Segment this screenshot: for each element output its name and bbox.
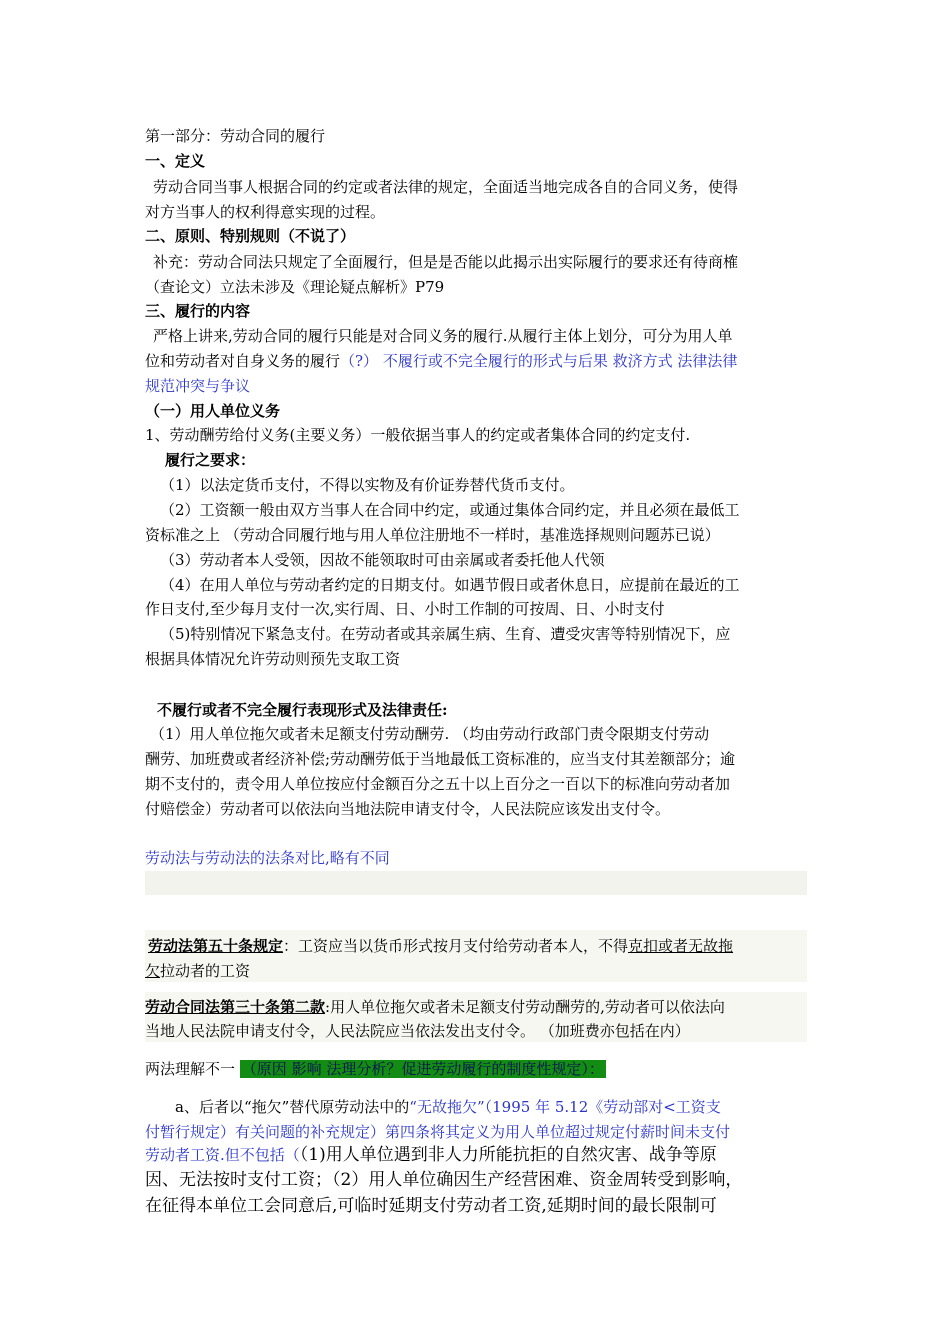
requirement-5-line-1: （5)特别情况下紧急支付。在劳动者或其亲属生病、生育、遭受灾害等特别情况下，应: [160, 625, 731, 643]
supplement-line-2: （查论文）立法未涉及《理论疑点解析》P79: [145, 278, 445, 296]
difference-label: 两法理解不一: [145, 1060, 236, 1078]
requirement-4-line-2: 作日支付,至少每月支付一次,实行周、日、小时工作制的可按周、日、小时支付: [145, 600, 665, 618]
law-50-text-2: 拉动者的工资: [160, 962, 251, 980]
point-a-quote: “无故拖欠”（1995 年 5.12《劳动部对<工资支: [409, 1098, 721, 1116]
point-a-line-4: 因、无法按时支付工资；（2）用人单位确因生产经营困难、资金周转受到影响，: [145, 1170, 743, 1190]
requirement-1: （1）以法定货币支付，不得以实物及有价证券替代货币支付。: [160, 476, 575, 494]
content-line-1: 严格上讲来,劳动合同的履行只能是对合同义务的履行.从履行主体上划分，可分为用人单: [153, 327, 733, 345]
definition-line-2: 对方当事人的权利得意实现的过程。: [145, 203, 386, 221]
point-a-line-3: [145, 1145, 717, 1165]
point-a-line-3-blue: 劳动者工资.但不包括（: [145, 1146, 300, 1164]
law-30-line-2: 当地人民法院申请支付令，人民法院应当依法发出支付令。 （加班费亦包括在内）: [145, 1022, 690, 1040]
item-1: 1、劳动酬劳给付义务(主要义务）一般依据当事人的约定或者集体合同的约定支付.: [145, 426, 691, 444]
requirement-2-line-1: （2）工资额一般由双方当事人在合同中约定，或通过集体合同约定，并且必须在最低工: [160, 501, 740, 519]
section-title: 第一部分：劳动合同的履行: [145, 127, 326, 145]
difference-line: [145, 1059, 606, 1079]
supplement-line-1: 补充：劳动合同法只规定了全面履行，但是是否能以此揭示出实际履行的要求还有待商榷: [153, 253, 739, 271]
law-50-line-1: [148, 936, 733, 956]
heading-definition: 一、定义: [145, 152, 206, 170]
point-a-line-5: 在征得本单位工会同意后,可临时延期支付劳动者工资,延期时间的最长限制可: [145, 1196, 717, 1216]
breach-title: 不履行或者不完全履行表现形式及法律责任:: [157, 701, 448, 719]
breach-1-line-3: 期不支付的，责令用人单位按应付金额百分之五十以上百分之一百以下的标准向劳动者加: [145, 775, 731, 793]
comparison-note: 劳动法与劳动法的法条对比,略有不同: [145, 849, 390, 867]
point-a-line-3-text: （1)用人单位遇到非人力所能抗拒的自然灾害、战争等原: [299, 1145, 717, 1165]
point-a-line-2: 付暂行规定）有关问题的补充规定）第四条将其定义为用人单位超过规定付薪时间未支付: [145, 1123, 731, 1141]
point-a-line-1: [175, 1097, 721, 1117]
law-30-line-1: [145, 997, 725, 1017]
content-line-2: [145, 351, 737, 371]
law-50-label: 劳动法第五十条规定: [148, 937, 284, 955]
content-line-2-text: 位和劳动者对自身义务的履行: [145, 352, 341, 370]
heading-content: 三、履行的内容: [145, 302, 251, 320]
law-50-line-2: [145, 961, 250, 981]
content-line-2-note: （?） 不履行或不完全履行的形式与后果 救济方式 法律法律: [340, 352, 738, 370]
breach-1-line-2: 酬劳、加班费或者经济补偿;劳动酬劳低于当地最低工资标准的，应当支付其差额部分；逾: [145, 750, 736, 768]
requirement-2-line-2: 资标准之上 （劳动合同履行地与用人单位注册地不一样时，基准选择规则问题苏已说）: [145, 526, 720, 544]
law-30-label: 劳动合同法第三十条第二款: [145, 998, 326, 1016]
point-a-text: a、后者以“拖欠”替代原劳动法中的: [175, 1098, 410, 1116]
law-50-text: ：工资应当以货币形式按月支付给劳动者本人，不得: [283, 937, 629, 955]
content-line-3: 规范冲突与争议: [145, 377, 251, 395]
requirement-5-line-2: 根据具体情况允许劳动则预先支取工资: [145, 650, 401, 668]
law-50-underlined: 克扣或者无故拖: [628, 937, 734, 955]
law-30-text: :用人单位拖欠或者未足额支付劳动酬劳的,劳动者可以依法向: [325, 998, 725, 1016]
breach-1-line-1: （1）用人单位拖欠或者未足额支付劳动酬劳. （均由劳动行政部门责令限期支付劳动: [150, 725, 710, 743]
requirement-4-line-1: （4）在用人单位与劳动者约定的日期支付。如遇节假日或者休息日，应提前在最近的工: [160, 576, 740, 594]
requirement-3: （3）劳动者本人受领，因故不能领取时可由亲属或者委托他人代领: [160, 551, 605, 569]
definition-line-1: 劳动合同当事人根据合同的约定或者法律的规定，全面适当地完成各自的合同义务，使得: [153, 178, 739, 196]
law-50-underlined-2: 欠: [145, 962, 161, 980]
difference-highlight: （原因 影响 法理分析？促进劳动履行的制度性规定）：: [241, 1060, 604, 1078]
heading-principles: 二、原则、特别规则（不说了）: [145, 227, 356, 245]
shaded-band: [145, 871, 807, 895]
subheading-employer-duties: （一）用人单位义务: [145, 402, 281, 420]
requirements-title: 履行之要求：: [165, 451, 256, 469]
breach-1-line-4: 付赔偿金）劳动者可以依法向当地法院申请支付令，人民法院应该发出支付令。: [145, 800, 671, 818]
